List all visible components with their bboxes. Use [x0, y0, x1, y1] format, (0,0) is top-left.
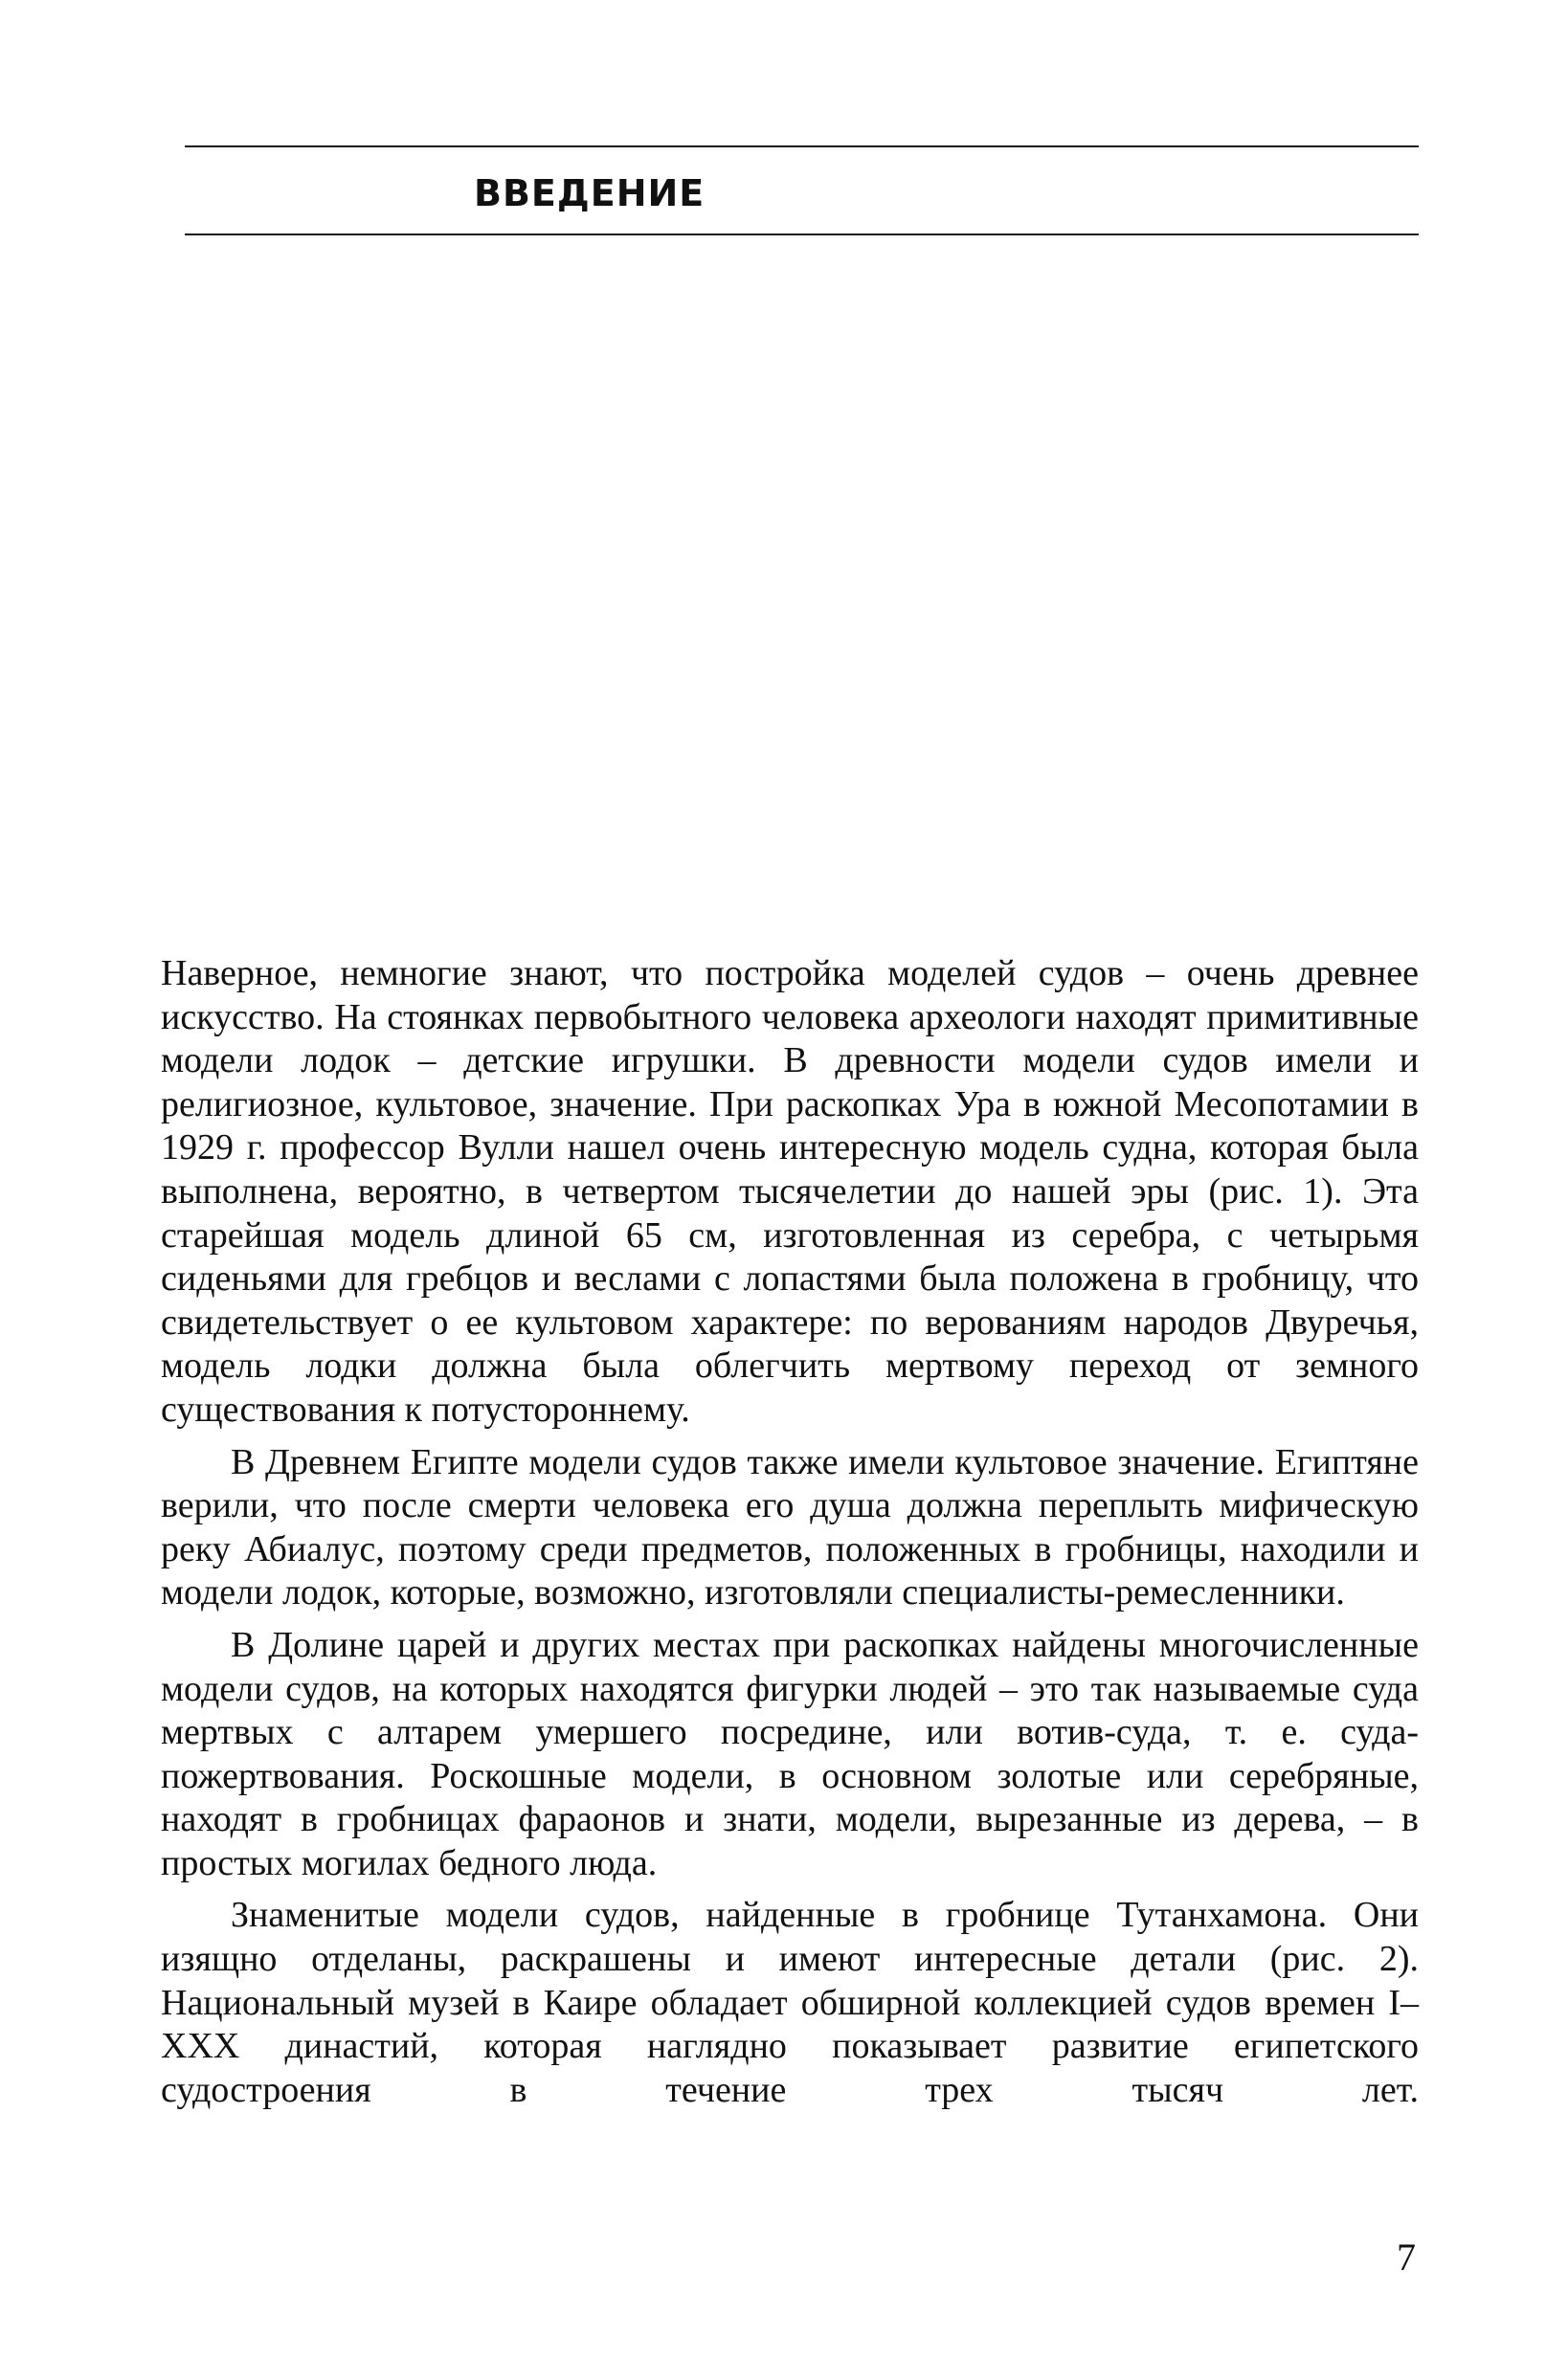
body-text — [161, 952, 1419, 2112]
paragraph-1: Наверное, немногие знают, что постройка моделей судов – очень древнее искусство. На стоянках первобытного человека археологи находят примитивные модели лодок – детские игрушки. В древности модели судов имели и религиозное, культовое, значение. При раскопках Ура в южной Месопотамии в 1929 г. профессор Вулли нашел очень интересную модель судна, которая была выполнена, вероятно, в четвертом тысячелетии до нашей эры (рис. 1). Эта старейшая модель длиной 65 см, изготовленная из серебра, с четырьмя сиденьями для гребцов и веслами с лопастями была положена в гробницу, что свидетельствует о ее культовом характере: по верованиям народов Двуречья, модель лодки должна была облегчить мертвому переход от земного существования к потустороннему. — [161, 953, 1419, 1430]
paragraph-2: В Древнем Египте модели судов также имели культовое значение. Египтяне верили, что после смерти человека его душа должна переплыть мифическую реку Абиалус, поэтому среди предметов, положенных в гробницы, находили и модели лодок, которые, возможно, изготовляли специалисты-ремесленники. — [161, 1441, 1419, 1613]
header-rule-top — [185, 145, 1419, 147]
paragraph-4: Знаменитые модели судов, найденные в гробнице Тутанхамона. Они изящно отделаны, раскрашены и имеют интересные детали (рис. 2). Национальный музей в Каире обладает обширной коллекцией судов времен I–XXX династий, которая наглядно показывает развитие египетского судостроения в течение трех тысяч лет. — [161, 1895, 1419, 2110]
paragraph-3: В Долине царей и других местах при раскопках найдены многочисленные модели судов, на которых находятся фигурки людей – это так называемые суда мертвых с алтарем умершего посредине, или вотив-суда, т. е. суда-пожертвования. Роскошные модели, в основном золотые или серебряные, находят в гробницах фараонов и знати, модели, вырезанные из дерева, – в простых могилах бедного люда. — [161, 1624, 1419, 1883]
chapter-heading: ВВЕДЕНИЕ — [474, 172, 706, 214]
header-rule-bottom — [185, 234, 1419, 235]
page-number: 7 — [1397, 2235, 1416, 2279]
